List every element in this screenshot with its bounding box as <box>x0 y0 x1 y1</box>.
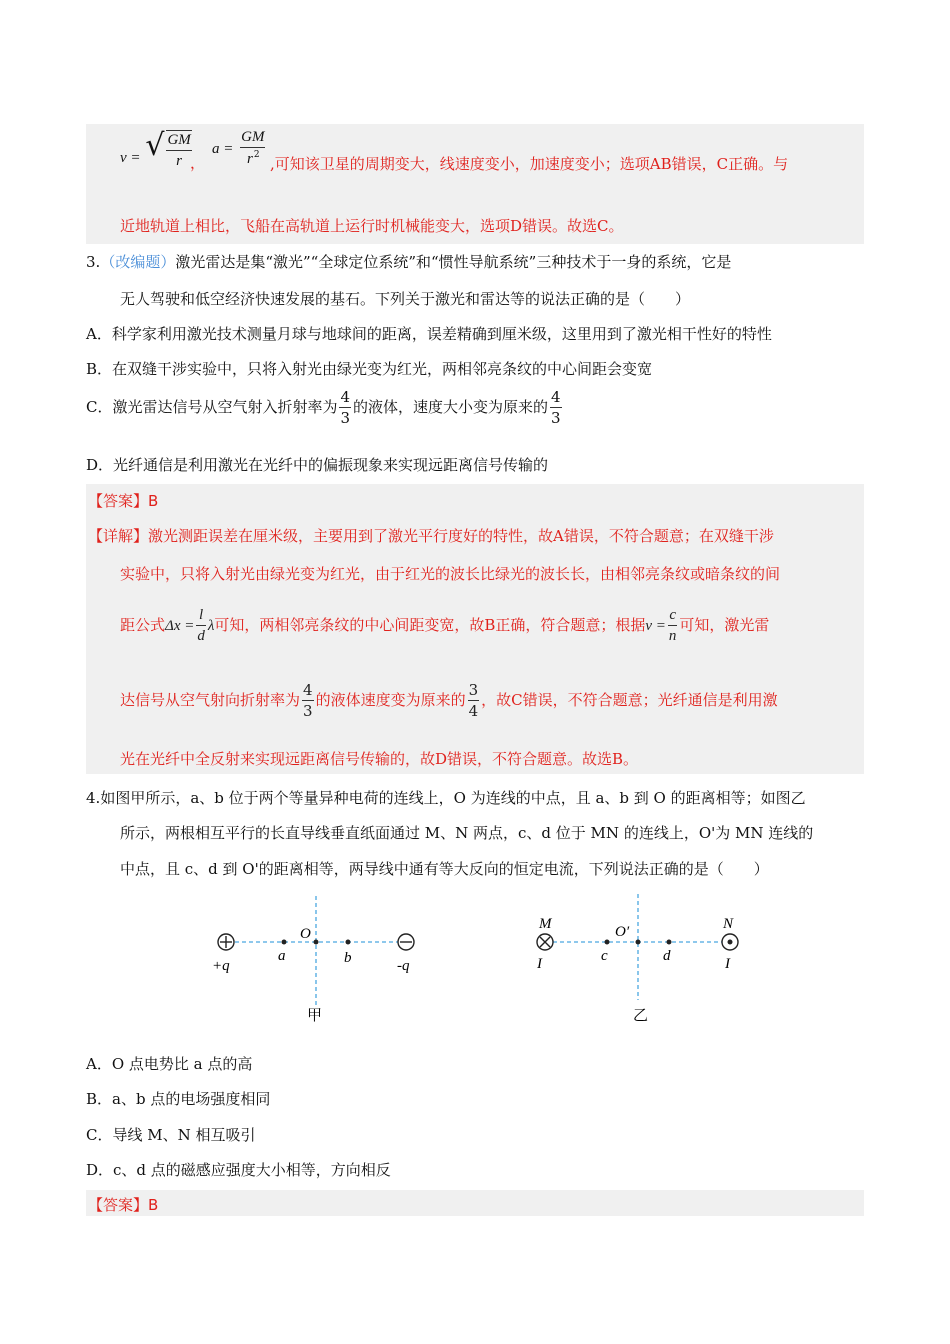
q3-option-a: A．科学家利用激光技术测量月球与地球间的距离，误差精确到厘米级，这里用到了激光相干性好的特性 <box>86 325 772 343</box>
label-O-prime: O′ <box>615 924 630 940</box>
q3-detail-line5: 光在光纤中全反射来实现远距离信号传输的，故D错误，不符合题意。故选B。 <box>120 750 639 768</box>
caption-yi: 乙 <box>633 1006 649 1024</box>
point-a <box>282 940 287 945</box>
figure-yi <box>525 890 765 1030</box>
q4-stem-line2: 所示，两根相互平行的长直导线垂直纸面通过 M、N 两点，c、d 位于 MN 的连线上，O'为 MN 连线的 <box>120 824 814 842</box>
frac-4-3-c: $\frac{4}{3}$ <box>303 681 313 720</box>
q3-stem-line1: 3.（改编题）激光雷达是集“激光”“全球定位系统”和“惯性导航系统”三种技术于一身的系统，它是 <box>86 253 732 271</box>
label-b: b <box>344 950 352 966</box>
label-N: N <box>723 916 734 932</box>
q3-option-d: D．光纤通信是利用激光在光纤中的偏振现象来实现远距离信号传输的 <box>86 456 549 474</box>
q3-detail-line3: 距公式Δx = $\frac{l}{d}$ λ可知，两相邻亮条纹的中心间距变宽，故B正确，符合题意；根据v = $\frac{c}{n}$ 可知，激光雷 <box>120 607 770 644</box>
q4-option-b: B．a、b 点的电场强度相同 <box>86 1090 271 1108</box>
point-b <box>346 940 351 945</box>
prev-answer-line2: 近地轨道上相比，飞船在高轨道上运行时机械能变大，选项D错误。故选C。 <box>120 217 624 235</box>
label-I-left: I <box>537 956 542 972</box>
label-M: M <box>539 916 552 932</box>
frac-4-3-b: $\frac{4}{3}$ <box>551 388 561 427</box>
label-I-right: I <box>725 956 730 972</box>
caption-jia: 甲 <box>307 1006 323 1024</box>
formula-v: v = √ $\frac{GM}{r}$ <box>120 128 191 169</box>
q3-answer: 【答案】B <box>88 492 159 510</box>
formula-a: a = $\frac{GM}{r^2}$ <box>212 129 265 167</box>
q3-detail-line4: 达信号从空气射向折射率为 $\frac{4}{3}$ 的液体速度变为原来的 $\frac{3}{4}$ ，故C错误，不符合题意；光纤通信是利用激 <box>120 681 778 720</box>
sqrt-sign: √ <box>145 128 165 163</box>
frac-4-3-a: $\frac{4}{3}$ <box>340 388 351 427</box>
label-c: c <box>601 948 608 964</box>
label-a: a <box>278 948 286 964</box>
point-O <box>314 940 319 945</box>
q4-option-a: A．O 点电势比 a 点的高 <box>86 1055 253 1073</box>
q3-detail-line1: 【详解】激光测距误差在厘米级，主要用到了激光平行度好的特性，故A错误，不符合题意；在双缝干涉 <box>88 527 774 545</box>
point-c <box>605 940 610 945</box>
frac-c-n: $\frac{c}{n}$ <box>668 607 677 644</box>
q4-option-c: C．导线 M、N 相互吸引 <box>86 1126 256 1144</box>
q3-stem-line2: 无人驾驶和低空经济快速发展的基石。下列关于激光和雷达等的说法正确的是（ ） <box>120 290 691 308</box>
point-d <box>667 940 672 945</box>
q4-answer: 【答案】B <box>88 1196 159 1214</box>
q4-stem-line1: 4.如图甲所示，a、b 位于两个等量异种电荷的连线上，O 为连线的中点，且 a、b 到 O 的距离相等；如图乙 <box>86 789 806 807</box>
frac-3-4: $\frac{3}{4}$ <box>468 681 479 720</box>
q3-tag: （改编题） <box>100 253 176 271</box>
figure-jia <box>200 890 440 1030</box>
sqrt-frac: $\frac{GM}{r}$ <box>167 132 191 169</box>
q4-stem-line3: 中点，且 c、d 到 O'的距离相等，两导线中通有等大反向的恒定电流，下列说法正确的是（ ） <box>120 860 769 878</box>
label-plus-q: +q <box>212 958 230 974</box>
label-d: d <box>663 948 671 964</box>
label-minus-q: -q <box>397 958 410 974</box>
q3-option-b: B．在双缝干涉实验中，只将入射光由绿光变为红光，两相邻亮条纹的中心间距会变宽 <box>86 360 653 378</box>
formula-sep: ， <box>190 154 206 172</box>
q3-option-c: C．激光雷达信号从空气射入折射率为 $\frac{4}{3}$ 的液体，速度大小变为原来的 $\frac{4}{3}$ <box>86 388 561 427</box>
frac-l-d: $\frac{l}{d}$ <box>197 607 205 644</box>
point-O-prime <box>636 940 641 945</box>
q4-option-d: D．c、d 点的磁感应强度大小相等，方向相反 <box>86 1161 391 1179</box>
q4-answer-panel <box>86 1190 864 1216</box>
label-O: O <box>300 926 311 942</box>
q3-detail-line2: 实验中，只将入射光由绿光变为红光，由于红光的波长比绿光的波长长，由相邻亮条纹或暗条纹的间 <box>120 565 781 583</box>
a-frac: $\frac{GM}{r^2}$ <box>241 129 265 167</box>
prev-answer-line1: ,可知该卫星的周期变大，线速度变小，加速度变小；选项AB错误，C正确。与 <box>270 155 789 173</box>
